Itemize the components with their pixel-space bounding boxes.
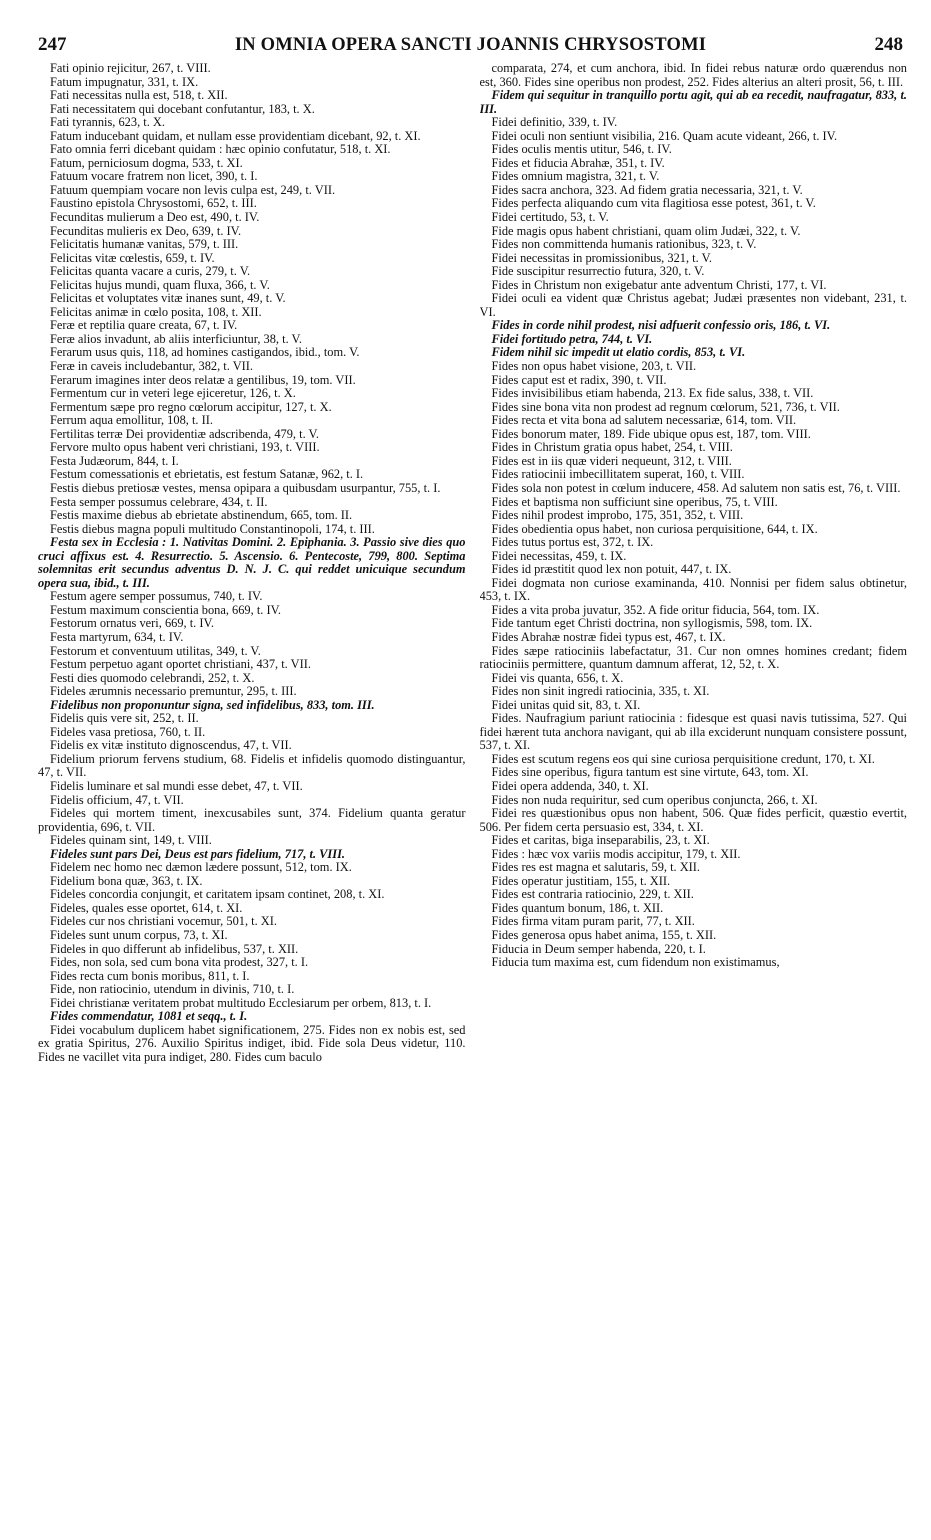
index-entry: Fidei unitas quid sit, 83, t. XI. [491,697,641,712]
index-entry: Fatum inducebant quidam, et nullam esse providentiam dicebant, 92, t. XI. [50,128,421,143]
index-entry: Feræ in caveis includebantur, 382, t. VII. [50,359,253,374]
index-entry: Festa sex in Ecclesia : 1. Nativitas Domini. 2. Epiphania. 3. Passio sive dies quo cruci affixus est. 4. Resurrectio. 5. Ascensio. 6. Pentecoste, 799, 800. Septima solemnitas erit secundus adventus D. N. J. C. qui reddet unicuique secundum opera sua, ibid., t. III. [38,535,466,590]
index-entry: Fidei vocabulum duplicem habet significationem, 275. Fides non ex nobis est, sed ex gratia Spiritus, 276. Auxilio Spiritus indiget, ibid. Fide sola Deus videtur, 110. Fides ne vacillet vita pura indiget, 280. Fides cum baculo [38,1022,466,1064]
index-entry: Fidem nihil sic impedit ut elatio cordis, 853, t. VI. [491,345,746,360]
index-entry: Fidei oculi ea vident quæ Christus agebat; Judæi præsentes non videbant, 231, t. VI. [479,291,907,319]
index-entry: Fato omnia ferri dicebant quidam : hæc opinio confutatur, 518, t. XI. [50,142,391,157]
index-entry: Fides sacra anchora, 323. Ad fidem gratia necessaria, 321, t. V. [491,182,803,197]
index-entry: Fides in corde nihil prodest, nisi adfuerit confessio oris, 186, t. VI. [491,318,831,333]
index-entry: Fides oculis mentis utitur, 546, t. IV. [491,142,672,157]
index-entry: Fati necessitas nulla est, 518, t. XII. [50,88,228,103]
index-entry: Felicitas vitæ cœlestis, 659, t. IV. [50,250,215,265]
index-entry: Fidei oculi non sentiunt visibilia, 216. Quam acute videant, 266, t. IV. [491,128,838,143]
index-entry: Fidei dogmata non curiose examinanda, 410. Nonnisi per fidem salus obtinetur, 453, t. IX. [479,575,907,604]
index-entry: Fidei certitudo, 53, t. V. [491,210,609,225]
index-entry: Fidelem nec homo nec dæmon lædere possunt, 512, tom. IX. [50,860,352,875]
index-entry: Fermentum cur in veteri lege ejiceretur, 126, t. X. [50,386,296,401]
left-page-number: 247 [38,34,67,55]
index-entry: Fides res est magna et salutaris, 59, t. XII. [491,860,701,875]
index-entry: Fides in Christum gratia opus habet, 254, t. VIII. [491,440,733,455]
index-entry: Fide suscipitur resurrectio futura, 320, t. V. [491,264,705,279]
index-entry: Fides est contraria ratiocinio, 229, t. XII. [491,887,694,902]
index-entry: Fidei christianæ veritatem probat multitudo Ecclesiarum per orbem, 813, t. I. [50,995,432,1010]
running-title: IN OMNIA OPERA SANCTI JOANNIS CHRYSOSTOMI [234,34,707,55]
index-entry: Fides sola non potest in cœlum inducere, 458. Ad salutem non satis est, 76, t. VIII. [491,480,901,495]
index-entry: Fides sine bona vita non prodest ad regnum cœlorum, 521, 736, t. VII. [491,399,840,414]
index-entry: Festi dies quomodo celebrandi, 252, t. X. [50,670,255,685]
index-entry: Fidelis ex vitæ instituto dignoscendus, 47, t. VII. [50,738,292,753]
index-entry: Fidei opera addenda, 340, t. XI. [491,778,649,793]
index-entry: Fatuum vocare fratrem non licet, 390, t. I. [50,169,258,184]
index-entry: Fatum, perniciosum dogma, 533, t. XI. [50,155,243,170]
index-entry: Fecunditas mulierum a Deo est, 490, t. IV. [50,210,260,225]
index-entry: Fidelium priorum fervens studium, 68. Fidelis et infidelis quomodo distinguantur, 47, t. VII. [38,751,466,780]
right-page-number: 248 [874,34,903,55]
index-entry: Fides in Christum non exigebatur ante adventum Christi, 177, t. VI. [491,277,827,292]
index-entry: Fides non sinit ingredi ratiocinia, 335, t. XI. [491,684,710,699]
index-entry: Fidei res quæstionibus opus non habent, 506. Quæ fides perficit, quæstio evertit, 506. Per fidem certa persuasio est, 334, t. XI. [479,806,907,834]
index-entry: Fides et caritas, biga inseparabilis, 23, t. XI. [491,833,710,848]
index-entry: Festorum et conventuum utilitas, 349, t. V. [50,643,261,658]
index-entry: Fidelis officium, 47, t. VII. [50,792,184,807]
index-entry: Fides et fiducia Abrahæ, 351, t. IV. [491,155,665,170]
index-entry: Fideles qui mortem timent, inexcusabiles sunt, 374. Fidelium quanta geratur providentia, 696, t. VII. [38,806,466,834]
index-entry: Festa Judæorum, 844, t. I. [50,453,179,468]
index-entry: Fide tantum eget Christi doctrina, non syllogismis, 598, tom. IX. [491,616,813,631]
index-entry: Felicitas et voluptates vitæ inanes sunt, 49, t. V. [50,291,286,306]
index-entry: Fideles in quo differunt ab infidelibus, 537, t. XII. [50,941,299,956]
index-entry: Fides perfecta aliquando cum vita flagitiosa esse potest, 361, t. V. [491,196,816,211]
index-entry: Fides Abrahæ nostræ fidei typus est, 467, t. IX. [491,629,726,644]
index-entry: Festum maximum conscientia bona, 669, t. IV. [50,602,282,617]
right-column [480,62,908,1534]
index-entry: Fides et baptisma non sufficiunt sine operibus, 75, t. VIII. [491,494,778,509]
index-entry: Fides recta et vita bona ad salutem necessariæ, 614, tom. VII. [491,413,797,428]
index-entry: Festum perpetuo agant oportet christiani, 437, t. VII. [50,657,311,672]
index-entry: Ferarum imagines inter deos relatæ a gentilibus, 19, tom. VII. [50,372,356,387]
index-entry: Fides invisibilibus etiam habenda, 213. Ex fide salus, 338, t. VII. [491,386,814,401]
index-entry: Fideles sunt pars Dei, Deus est pars fidelium, 717, t. VIII. [50,846,345,861]
index-entry: Festum comessationis et ebrietatis, est festum Satanæ, 962, t. I. [50,467,364,482]
index-entry: Fides. Naufragium pariunt ratiocinia : fidesque est quasi navis tutissima, 527. Qui fidei hærent tuta anchora navigant, qui ab illa exciderunt nunquam consistere possunt, 537, t. XI. [479,711,907,753]
index-entry: Fidei definitio, 339, t. IV. [491,115,618,130]
index-entry: Felicitas animæ in cœlo posita, 108, t. XII. [50,304,262,319]
index-entry: Fides est scutum regens eos qui sine curiosa perquisitione credunt, 170, t. XI. [491,751,875,766]
index-entry: Festis diebus magna populi multitudo Constantinopoli, 174, t. III. [50,521,375,536]
index-entry: Fides tutus portus est, 372, t. IX. [491,535,654,550]
index-entry: Fides obedientia opus habet, non curiosa perquisitione, 644, t. IX. [491,521,818,536]
index-entry: Fertilitas terræ Dei providentiæ adscribenda, 479, t. V. [50,426,319,441]
running-header [38,34,903,56]
index-entry: Festorum ornatus veri, 669, t. IV. [50,616,214,631]
index-entry: Fidei necessitas, 459, t. IX. [491,548,627,563]
index-entry: Fati tyrannis, 623, t. X. [50,115,165,130]
index-entry: comparata, 274, et cum anchora, ibid. In fidei rebus naturæ ordo quærendus non est, 360. Fides sine operibus non prodest, 252. Fides alterius an alteri prosit, 56, t. III. [479,62,907,89]
index-entry: Festis maxime diebus ab ebrietate abstinendum, 665, tom. II. [50,508,353,523]
index-entry: Fides non opus habet visione, 203, t. VII. [491,359,697,374]
index-entry: Fides est in iis quæ videri nequeunt, 312, t. VIII. [491,453,732,468]
index-entry: Fideles ærumnis necessario premuntur, 295, t. III. [50,684,297,699]
index-entry: Fideles concordia conjungit, et caritatem ipsam continet, 208, t. XI. [50,887,385,902]
index-entry: Fides a vita proba juvatur, 352. A fide oritur fiducia, 564, tom. IX. [491,602,820,617]
index-entry: Fidelibus non proponuntur signa, sed infidelibus, 833, tom. III. [50,697,375,712]
index-entry: Felicitas quanta vacare a curis, 279, t. V. [50,264,251,279]
index-entry: Fides id præstitit quod lex non potuit, 447, t. IX. [491,562,732,577]
index-entry: Fides bonorum mater, 189. Fide ubique opus est, 187, tom. VIII. [491,426,811,441]
index-entry: Fatuum quempiam vocare non levis culpa est, 249, t. VII. [50,182,336,197]
index-entry: Festa semper possumus celebrare, 434, t. II. [50,494,268,509]
index-entry: Fides non nuda requiritur, sed cum operibus conjuncta, 266, t. XI. [491,792,818,807]
index-entry: Fidelium bona quæ, 363, t. IX. [50,873,203,888]
index-entry: Fides sæpe ratiociniis labefactatur, 31. Cur non omnes homines credant; fidem ratiociniis permittere, quantum damnum afferat, 12, 52, t. X. [479,643,907,672]
index-entry: Fides operatur justitiam, 155, t. XII. [491,873,671,888]
index-entry: Fides caput est et radix, 390, t. VII. [491,372,667,387]
index-entry: Fides recta cum bonis moribus, 811, t. I. [50,968,250,983]
index-entry: Fervore multo opus habent veri christiani, 193, t. VIII. [50,440,320,455]
index-entry: Fiducia in Deum semper habenda, 220, t. I. [491,941,706,956]
index-entry: Ferrum aqua emollitur, 108, t. II. [50,413,213,428]
index-entry: Fideles sunt unum corpus, 73, t. XI. [50,928,228,942]
index-entry: Feræ et reptilia quare creata, 67, t. IV. [50,318,238,333]
index-entry: Fidelis quis vere sit, 252, t. II. [50,711,199,726]
index-entry: Fiducia tum maxima est, cum fidendum non existimamus, [491,955,780,970]
index-entry: Fides non committenda humanis rationibus, 323, t. V. [491,237,757,252]
index-entry: Fidem qui sequitur in tranquillo portu agit, qui ab ea recedit, naufragatur, 833, t. III. [479,88,907,116]
index-entry: Fideles, quales esse oportet, 614, t. XI. [50,900,243,915]
two-column-body [38,62,907,1534]
index-entry: Fideles quinam sint, 149, t. VIII. [50,833,212,848]
index-entry: Festa martyrum, 634, t. IV. [50,629,184,644]
index-entry: Felicitas hujus mundi, quam fluxa, 366, t. V. [50,277,270,292]
left-column [38,62,466,1534]
index-entry: Fides sine operibus, figura tantum est sine virtute, 643, tom. XI. [491,765,809,780]
index-entry: Festis diebus pretiosæ vestes, mensa opipara a quibusdam usurpantur, 755, t. I. [50,480,441,495]
index-entry: Fides ratiocinii imbecillitatem superat, 160, t. VIII. [491,467,745,482]
index-entry: Fides omnium magistra, 321, t. V. [491,169,660,184]
index-entry: Fideles cur nos christiani vocemur, 501, t. XI. [50,914,277,929]
index-entry: Ferarum usus quis, 118, ad homines castigandos, ibid., tom. V. [50,345,360,360]
index-entry: Fecunditas mulieris ex Deo, 639, t. IV. [50,223,242,238]
index-entry: Fides : hæc vox variis modis accipitur, 179, t. XII. [491,846,741,861]
index-entry: Fati opinio rejicitur, 267, t. VIII. [50,62,211,75]
index-entry: Fides, non sola, sed cum bona vita prodest, 327, t. I. [50,955,309,970]
index-entry: Festum agere semper possumus, 740, t. IV. [50,589,263,604]
index-entry: Fidelis luminare et sal mundi esse debet, 47, t. VII. [50,778,303,793]
index-entry: Fide, non ratiocinio, utendum in divinis, 710, t. I. [50,982,295,997]
index-entry: Fides quantum bonum, 186, t. XII. [491,900,664,915]
index-entry: Feræ alios invadunt, ab aliis interficiuntur, 38, t. V. [50,331,302,346]
index-entry: Faustino epistola Chrysostomi, 652, t. III. [50,196,257,211]
index-entry: Fideles vasa pretiosa, 760, t. II. [50,724,206,739]
index-entry: Felicitatis humanæ vanitas, 579, t. III. [50,237,239,252]
index-entry: Fatum impugnatur, 331, t. IX. [50,74,199,89]
index-entry: Fides nihil prodest improbo, 175, 351, 352, t. VIII. [491,508,744,523]
index-entry: Fides commendatur, 1081 et seqq., t. I. [50,1009,248,1024]
index-entry: Fidei fortitudo petra, 744, t. VI. [491,331,653,346]
index-entry: Fermentum sæpe pro regno cœlorum accipitur, 127, t. X. [50,399,332,414]
index-entry: Fidei necessitas in promissionibus, 321, t. V. [491,250,713,265]
index-entry: Fidei vis quanta, 656, t. X. [491,670,624,685]
index-entry: Fide magis opus habent christiani, quam olim Judæi, 322, t. V. [491,223,801,238]
index-entry: Fides generosa opus habet anima, 155, t. XII. [491,928,717,942]
index-entry: Fides firma vitam puram parit, 77, t. XII. [491,914,695,929]
index-entry: Fati necessitatem qui docebant confutantur, 183, t. X. [50,101,315,116]
